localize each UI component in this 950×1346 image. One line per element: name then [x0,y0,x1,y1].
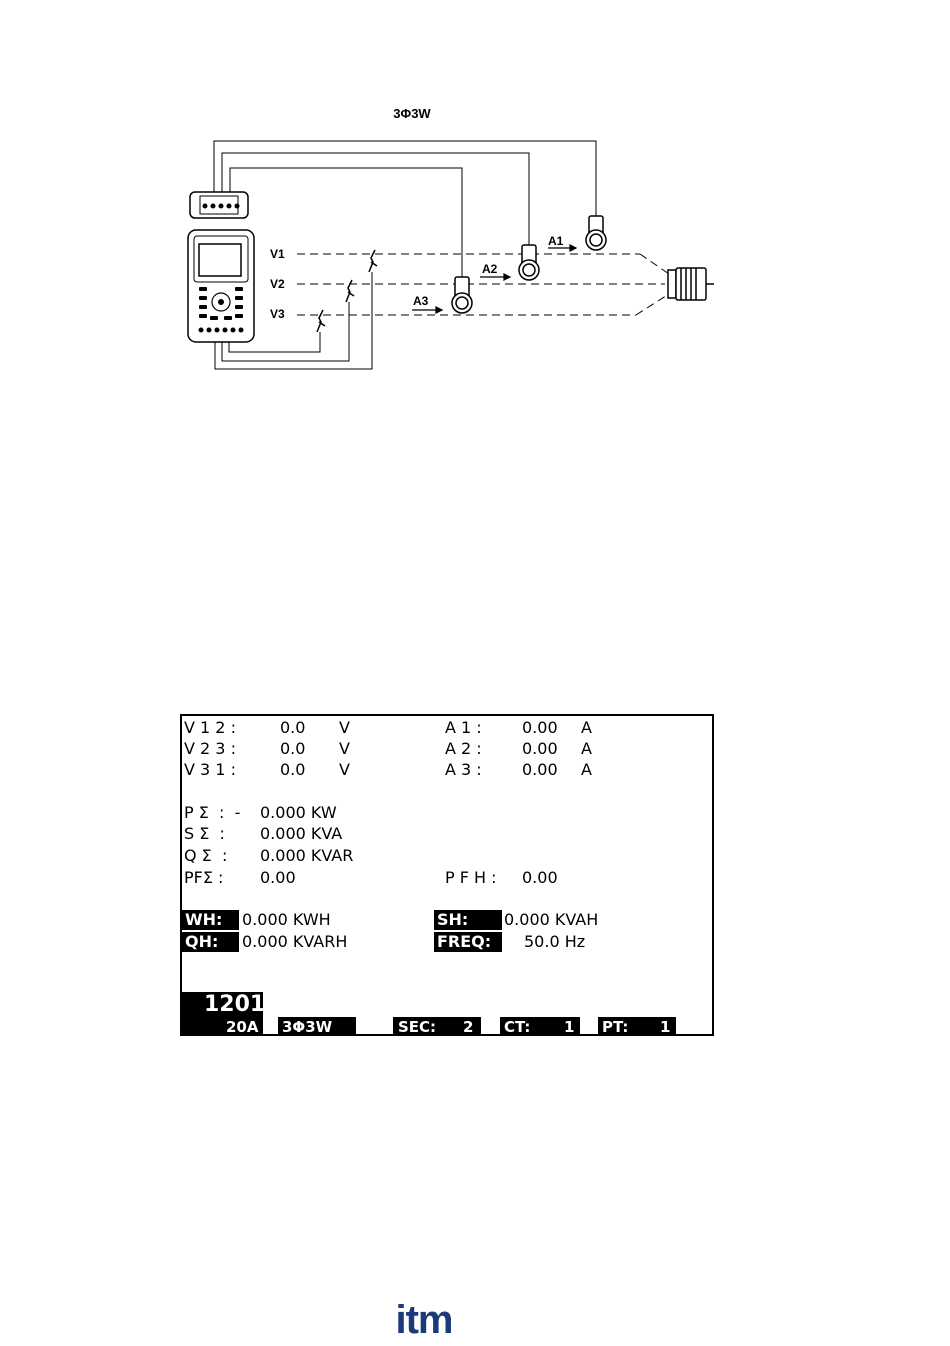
a1-value: 0.00 [522,718,558,737]
counter-value: 1201 [204,992,266,1017]
wh-value: 0.000 KWH [242,910,331,929]
a1-label: A 1 : [445,718,482,737]
a3-value: 0.00 [522,760,558,779]
motor [668,268,714,300]
connector-box [190,192,248,218]
ct-value: 1 [564,1018,575,1036]
v2-label: V2 [270,277,285,291]
pfh-label: P F H : [445,868,497,887]
q-sum-value: 0.000 KVAR [260,846,354,865]
a2-label: A 2 : [445,739,482,758]
a3-unit: A [581,760,592,779]
wh-label: WH: [182,910,239,930]
meter-screen [199,244,241,276]
p-sum-value: 0.000 KW [260,803,337,822]
freq-label: FREQ: [434,932,502,952]
v12-value: 0.0 [280,718,306,737]
ct-label: CT: [504,1018,531,1036]
v3-label: V3 [270,307,285,321]
itm-logo [384,1300,464,1340]
clamp-arrows [412,245,576,313]
q-sum-label: Q Σ : [184,846,228,865]
s-sum-label: S Σ : [184,824,225,843]
v31-value: 0.0 [280,760,306,779]
v12-unit: V [339,718,350,737]
sec-value: 2 [463,1018,474,1036]
v23-value: 0.0 [280,739,306,758]
v23-label: V 2 3 : [184,739,236,758]
pf-sum-label: PFΣ : [184,868,224,887]
freq-value: 50.0 Hz [524,932,586,951]
pt-value: 1 [660,1018,671,1036]
pf-sum-value: 0.00 [260,868,296,887]
sh-value: 0.000 KVAH [504,910,599,929]
a3-label: A3 [413,294,429,308]
mode-value: 3Φ3W [282,1018,333,1036]
s-sum-value: 0.000 KVA [260,824,343,843]
a2-label: A2 [482,262,498,276]
pfh-value: 0.00 [522,868,558,887]
range-value: 20A [226,1018,259,1036]
voltage-clips [317,250,377,332]
v23-unit: V [339,739,350,758]
v12-label: V 1 2 : [184,718,236,737]
v31-label: V 3 1 : [184,760,236,779]
sec-label: SEC: [398,1018,437,1036]
a2-value: 0.00 [522,739,558,758]
diagram-title: 3Φ3W [393,106,431,121]
a3-label: A 3 : [445,760,482,779]
a1-unit: A [581,718,592,737]
pt-label: PT: [602,1018,629,1036]
v31-unit: V [339,760,350,779]
p-sum-label: P Σ : - [184,803,241,822]
v1-label: V1 [270,247,285,261]
lcd-display [180,714,714,1036]
a2-unit: A [581,739,592,758]
a1-label: A1 [548,234,564,248]
sh-label: SH: [434,910,502,930]
qh-value: 0.000 KVARH [242,932,348,951]
itm-logo-text: itm [395,1300,453,1340]
qh-label: QH: [182,932,239,952]
power-meter-device [188,230,254,342]
wiring-diagram [0,0,950,420]
